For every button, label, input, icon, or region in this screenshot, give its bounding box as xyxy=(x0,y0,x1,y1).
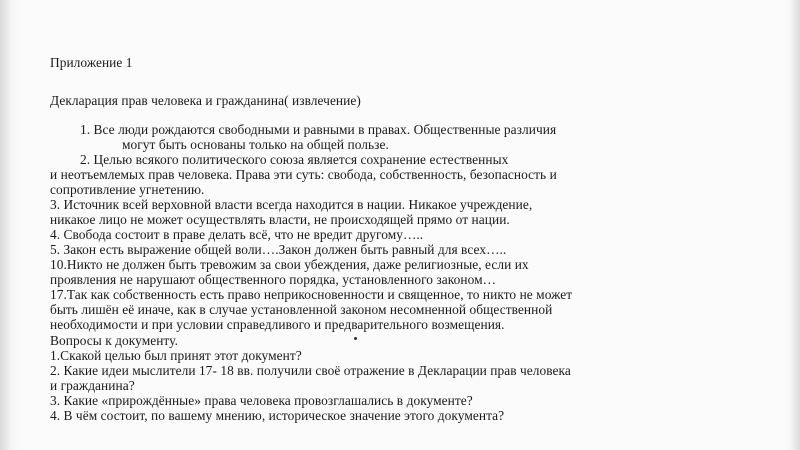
question-3: 3. Какие «прирождённые» права человека провозглашались в документе? xyxy=(50,393,473,408)
questions-title: Вопросы к документу. xyxy=(50,333,178,348)
appendix-title: Приложение 1 xyxy=(50,55,133,70)
article-1-line-1: 1. Все люди рождаются свободными и равными в правах. Общественные различия xyxy=(80,122,557,137)
article-17-line-2: быть лишён её иначе, как в случае установленной законом несомненной общественной xyxy=(50,302,553,317)
document-title: Декларация прав человека и гражданина( извлечение) xyxy=(50,93,361,108)
article-3-line-2: никакое лицо не может осуществлять власти, не происходящей прямо от нации. xyxy=(50,212,510,227)
page-left-shadow xyxy=(0,0,18,450)
question-2-line-2: и гражданина? xyxy=(50,378,135,393)
article-1-line-2: могут быть основаны только на общей пользе. xyxy=(122,137,389,152)
article-17-line-3: необходимости и при условии справедливого и предварительного возмещения. xyxy=(50,317,505,332)
article-2-line-1: 2. Целью всякого политического союза является сохранение естественных xyxy=(80,152,509,167)
question-2-line-1: 2. Какие идеи мыслители 17- 18 вв. получили своё отражение в Декларации прав человека xyxy=(50,363,571,378)
scan-speck xyxy=(354,337,357,340)
question-4: 4. В чём состоит, по вашему мнению, историческое значение этого документа? xyxy=(50,408,505,423)
article-2-line-3: сопротивление угнетению. xyxy=(50,182,205,197)
article-4-line-1: 4. Свобода состоит в праве делать всё, что не вредит другому….. xyxy=(50,227,424,242)
article-10-line-1: 10.Никто не должен быть тревожим за свои убеждения, даже религиозные, если их xyxy=(50,257,529,272)
page-right-shadow xyxy=(786,0,800,450)
article-17-line-1: 17.Так как собственность есть право неприкосновенности и священное, то никто не может xyxy=(50,287,573,302)
question-1: 1.Скакой целью был принят этот документ? xyxy=(50,348,302,363)
article-5-line-1: 5. Закон есть выражение общей воли….Закон должен быть равный для всех….. xyxy=(50,242,507,257)
article-2-line-2: и неотъемлемых прав человека. Права эти суть: свобода, собственность, безопасность и xyxy=(50,167,557,182)
article-10-line-2: проявления не нарушают общественного порядка, установленного законом… xyxy=(50,272,497,287)
article-3-line-1: 3. Источник всей верховной власти всегда находится в нации. Никакое учреждение, xyxy=(50,197,533,212)
